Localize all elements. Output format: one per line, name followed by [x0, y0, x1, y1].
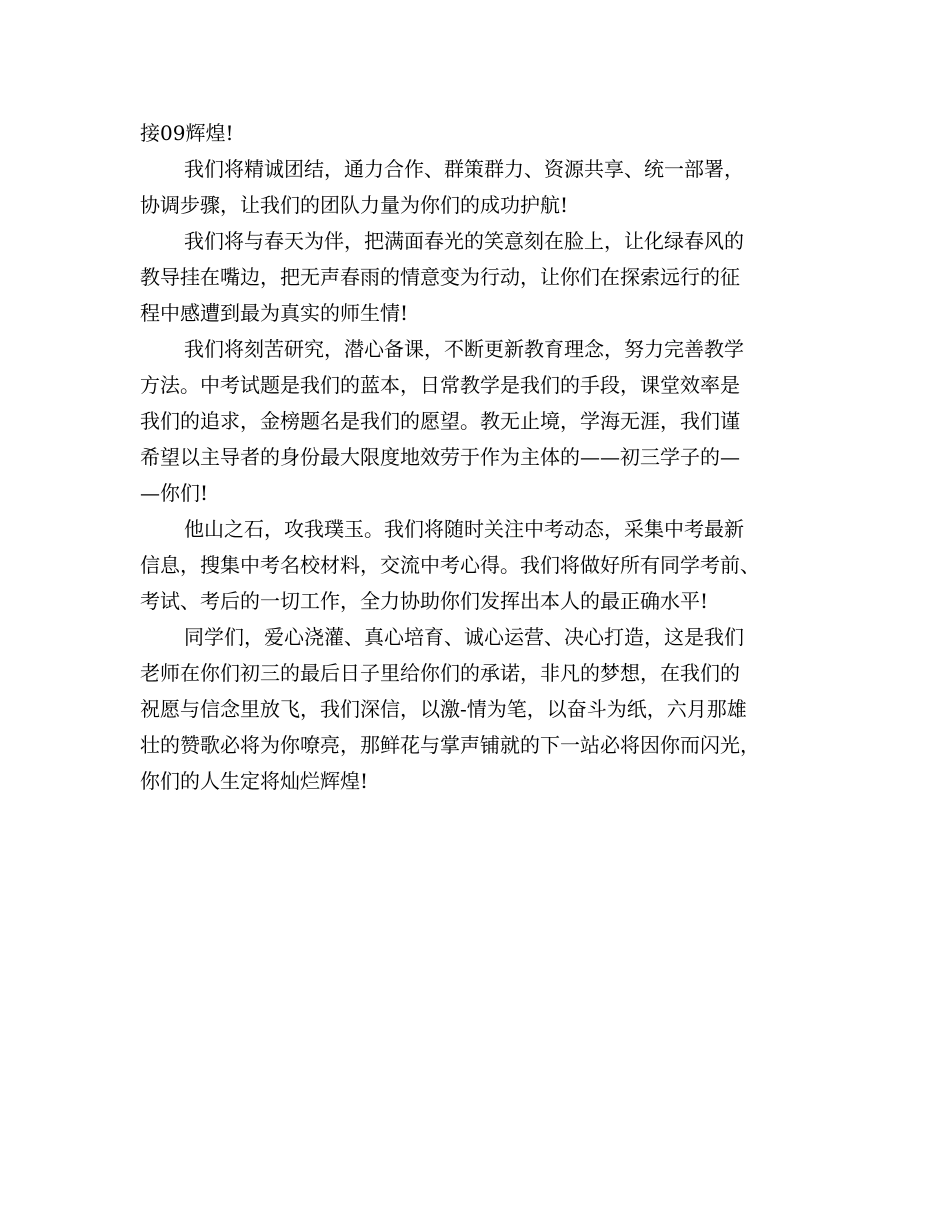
text-line: 接09辉煌! — [140, 121, 234, 145]
paragraph-first-line: 我们将与春天为伴，把满面春光的笑意刻在脸上，让化绿春风的 — [184, 229, 744, 253]
document-body — [140, 115, 830, 799]
paragraph-first-line: 同学们，爱心浇灌、真心培育、诚心运营、决心打造，这是我们 — [184, 625, 744, 649]
text-line: 方法。中考试题是我们的蓝本，日常教学是我们的手段，课堂效率是 — [140, 373, 740, 397]
paragraph-first-line: 他山之石，攻我璞玉。我们将随时关注中考动态，采集中考最新 — [184, 517, 744, 541]
text-line: 教导挂在嘴边，把无声春雨的情意变为行动，让你们在探索远行的征 — [140, 265, 740, 289]
text-line: 老师在你们初三的最后日子里给你们的承诺，非凡的梦想，在我们的 — [140, 661, 740, 685]
text-line: 你们的人生定将灿烂辉煌! — [140, 769, 369, 793]
text-line: 壮的赞歌必将为你嘹亮，那鲜花与掌声铺就的下一站必将因你而闪光， — [140, 733, 760, 757]
text-line: 考试、考后的一切工作，全力协助你们发挥出本人的最正确水平! — [140, 589, 709, 613]
paragraph-first-line: 我们将精诚团结，通力合作、群策群力、资源共享、统一部署， — [184, 157, 744, 181]
text-line: 我们的追求，金榜题名是我们的愿望。教无止境，学海无涯，我们谨 — [140, 409, 740, 433]
text-line: —你们! — [140, 481, 209, 505]
paragraph-first-line: 我们将刻苦研究，潜心备课，不断更新教育理念，努力完善教学 — [184, 337, 744, 361]
text-line: 程中感遭到最为真实的师生情! — [140, 301, 409, 325]
text-line: 祝愿与信念里放飞，我们深信，以激-情为笔，以奋斗为纸，六月那雄 — [140, 697, 747, 721]
text-line: 希望以主导者的身份最大限度地效劳于作为主体的——初三学子的— — [140, 445, 740, 469]
text-line: 信息，搜集中考名校材料，交流中考心得。我们将做好所有同学考前、 — [140, 553, 760, 577]
text-line: 协调步骤，让我们的团队力量为你们的成功护航! — [140, 193, 569, 217]
